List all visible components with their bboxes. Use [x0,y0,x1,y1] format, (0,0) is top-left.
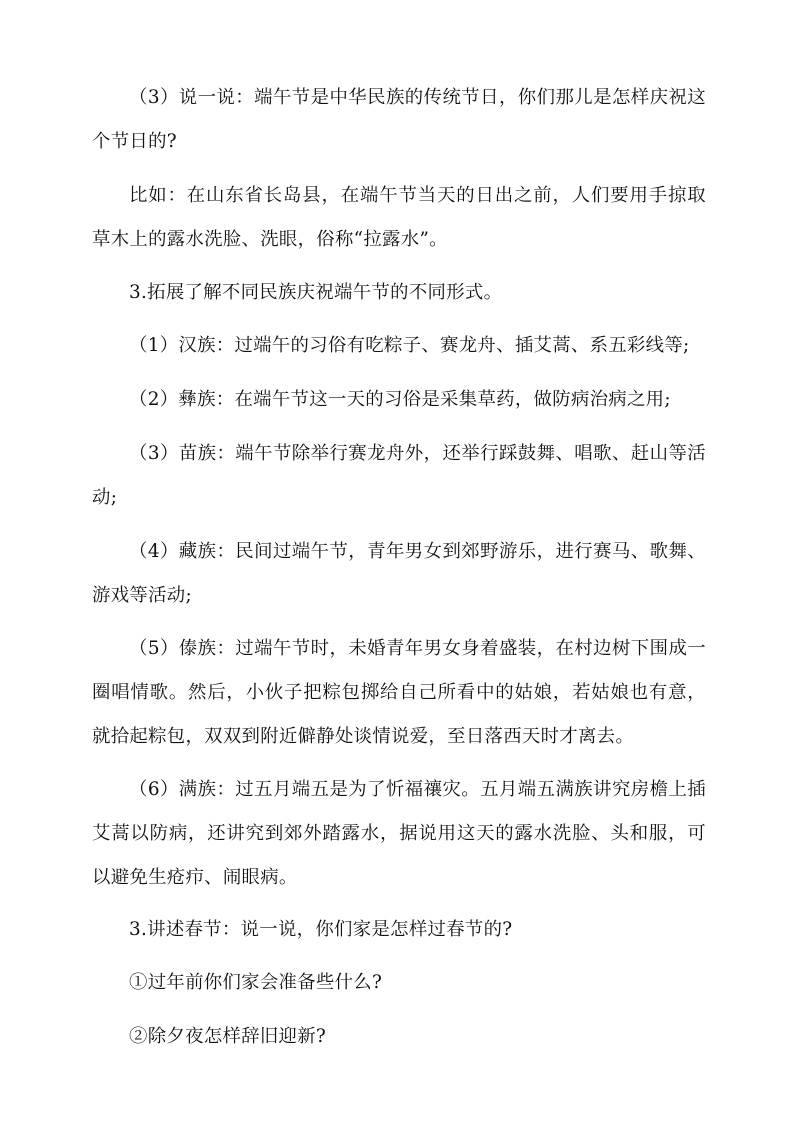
paragraph-han: （1）汉族：过端午的习俗有吃粽子、赛龙舟、插艾蒿、系五彩线等; [129,335,690,356]
paragraph-man: （6）满族：过五月端五是为了忻福禳灾。五月端五满族讲究房檐上插艾蒿以防病，还讲究到郊外踏露水，据说用这天的露水洗脸、头和服，可以避免生疮疖、闹眼病。 [92,779,706,888]
paragraph-yi: （2）彝族：在端午节这一天的习俗是采集草药，做防病治病之用; [129,389,671,410]
paragraph-section-3-heading: 3.拓展了解不同民族庆祝端午节的不同形式。 [129,282,503,303]
paragraph-duanwu-question: （3）说一说：端午节是中华民族的传统节日，你们那儿是怎样庆祝这个节日的? [92,87,706,152]
paragraph-example-changdao: 比如：在山东省长岛县，在端午节当天的日出之前，人们要用手掠取草木上的露水洗脸、洗眼，俗称“拉露水”。 [92,185,706,250]
paragraph-spring-festival-heading: 3.讲述春节：说一说，你们家是怎样过春节的? [129,919,513,940]
paragraph-dai: （5）傣族：过端午节时，未婚青年男女身着盛装，在村边树下围成一圈唱情歌。然后，小伙子把粽包掷给自己所看中的姑娘，若姑娘也有意，就拾起粽包，双双到附近僻静处谈情说爱，至日落西天时才离去。 [92,638,706,747]
paragraph-miao: （3）苗族：端午节除举行赛龙舟外，还举行踩鼓舞、唱歌、赶山等活动; [92,443,706,508]
paragraph-question-2: ②除夕夜怎样辞旧迎新? [129,1026,327,1047]
paragraph-zang: （4）藏族：民间过端午节，青年男女到郊野游乐，进行赛马、歌舞、游戏等活动; [92,541,706,606]
paragraph-question-1: ①过年前你们家会准备些什么? [129,972,383,993]
